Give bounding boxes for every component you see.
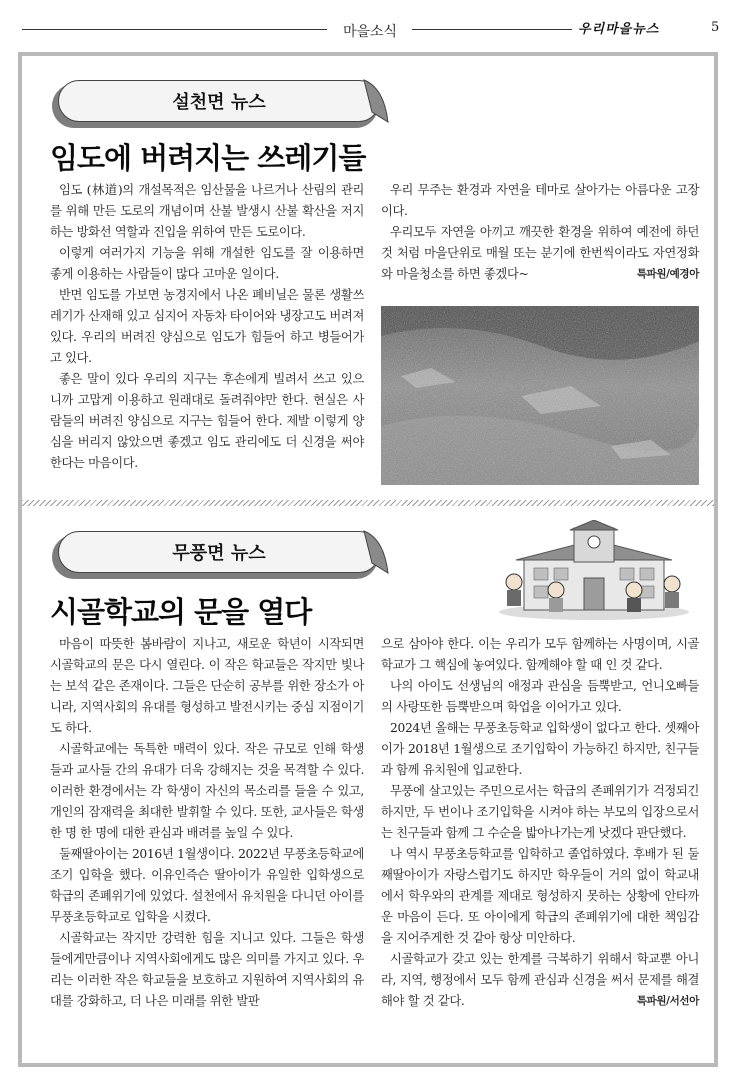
tab-curl-icon (362, 529, 392, 577)
article2-tab: 무풍면 뉴스 (58, 531, 380, 573)
article1-right-column (381, 180, 699, 285)
paragraph: 우리 무주는 환경과 자연을 테마로 살아가는 아름다운 고장이다. (381, 183, 699, 218)
article1-byline: 특파원/예경아 (636, 268, 699, 280)
paragraph: 임도 (林道)의 개설목적은 임산물을 나르거나 산림의 관리를 위해 만든 도로의 개념이며 산불 발생시 산불 확산을 저지하는 방화선 역할과 진입을 위하여 만든 도로이다. (50, 183, 364, 239)
article1-title: 임도에 버려지는 쓰레기들 (50, 141, 366, 175)
article2-byline: 특파원/서선아 (636, 995, 699, 1007)
school-illustration (494, 520, 694, 620)
article1-left-column (50, 180, 364, 474)
paragraph: 시골학교는 작지만 강력한 힘을 지니고 있다. 그들은 학생들에게만큼이나 지역사회에게도 많은 의미를 가지고 있다. 우리는 이러한 작은 학교들을 보호하고 지원하여 지역사회의 유대를 강화하고, 더 나은 미래를 위한 발판 (50, 931, 364, 1008)
paragraph: 둘째딸아이는 2016년 1월생이다. 2022년 무풍초등학교에 조기 입학을 했다. 이유인즉슨 딸아이가 유일한 입학생으로 학급의 존폐위기에 있었다. 설천에서 유치원을 다니던 아이를 무풍초등학교로 입학을 시켰다. (50, 847, 364, 924)
paragraph: 시골학교에는 독특한 매력이 있다. 작은 규모로 인해 학생들과 교사들 간의 유대가 더욱 강해지는 것을 목격할 수 있다. 이러한 환경에서는 각 학생이 자신의 목소리를 들을 수 있고, 개인의 잠재력을 최대한 발휘할 수 있다. 또한, 교사들은 학생 한 명 한 명에 대한 관심과 배려를 높일 수 있다. (50, 742, 364, 840)
article2-title: 시골학교의 문을 열다 (50, 595, 312, 629)
paragraph: 이렇게 여러가지 기능을 위해 개설한 임도를 잘 이용하면 좋게 이용하는 사람들이 많다 고마운 일이다. (50, 246, 364, 281)
paragraph: 2024년 올해는 무풍초등학교 입학생이 없다고 한다. 셋째아이가 2018년 1월생으로 조기입학이 가능하긴 하지만, 친구들과 함께 유치원에 입교한다. (381, 721, 699, 777)
header-rule-left (22, 29, 327, 30)
trash-photo (381, 306, 699, 485)
header-rule-right (412, 29, 572, 30)
paragraph: 나의 아이도 선생님의 애정과 관심을 듬뿍받고, 언니오빠들의 사랑또한 듬뿍받으며 학업을 이어가고 있다. (381, 679, 699, 714)
paragraph: 반면 임도를 가보면 농경지에서 나온 폐비닐은 물론 생활쓰레기가 산재해 있고 심지어 자동차 타이어와 냉장고도 버려져 있다. 우리의 버려진 양심으로 임도가 힘들어 하고 병들어가고 있다. (50, 288, 364, 365)
paragraph: 시골학교가 갖고 있는 한계를 극복하기 위해서 학교뿐 아니라, 지역, 행정에서 모두 함께 관심과 신경을 써서 문제를 해결해야 할 것 같다. 특파원/서선아 (381, 949, 699, 1012)
section-divider (22, 500, 714, 506)
paragraph: 으로 삼아야 한다. 이는 우리가 모두 함께하는 사명이며, 시골학교가 그 핵심에 놓여있다. 함께해야 할 때 인 것 같다. (381, 637, 699, 672)
section-title: 마을소식 (342, 24, 398, 40)
paragraph: 좋은 말이 있다 우리의 지구는 후손에게 빌려서 쓰고 있으니까 고맙게 이용하고 원래대로 돌려줘야만 한다. 현실은 사람들의 버려진 양심으로 지구는 힘들어 한다. 제발 이렇게 양심을 버리지 않았으면 좋겠고 임도 관리에도 더 신경을 써야 한다는 마음이다. (50, 372, 364, 470)
article2-right-column (381, 634, 699, 1012)
paragraph: 마음이 따뜻한 봄바람이 지나고, 새로운 학년이 시작되면 시골학교의 문은 다시 열린다. 이 작은 학교들은 작지만 빛나는 보석 같은 존재이다. 그들은 단순히 공부를 위한 장소가 아니라, 지역사회의 유대를 형성하고 발전시키는 중심 지점이기도 하다. (50, 637, 364, 735)
page-number: 5 (711, 20, 720, 35)
article1-tab: 설천면 뉴스 (58, 80, 380, 122)
paragraph: 무풍에 살고있는 주민으로서는 학급의 존폐위기가 걱정되긴 하지만, 두 번이나 조기입학을 시켜야 하는 부모의 입장으로서는 친구들과 함께 그 수순을 밟아나가는게 낫겠다 판단했다. (381, 784, 699, 840)
paragraph: 우리모두 자연을 아끼고 깨끗한 환경을 위하여 예전에 하던것 처럼 마을단위로 매월 또는 분기에 한번씩이라도 자연정화와 마을청소를 하면 좋겠다~ 특파원/예경아 (381, 222, 699, 285)
brand-logo: 우리마을뉴스 (578, 22, 660, 37)
tab-curl-icon (362, 78, 392, 126)
article2-left-column (50, 634, 364, 1012)
paragraph: 나 역시 무풍초등학교를 입학하고 졸업하였다. 후배가 된 둘째딸아이가 자랑스럽기도 하지만 학우들이 거의 없이 학교내에서 학우와의 관계를 제대로 형성하지 못하는 상황에 안타까운 마음이 든다. 또 아이에게 학급의 존폐위기에 대한 책임감을 지어주게한 것 같아 항상 미안하다. (381, 847, 699, 945)
